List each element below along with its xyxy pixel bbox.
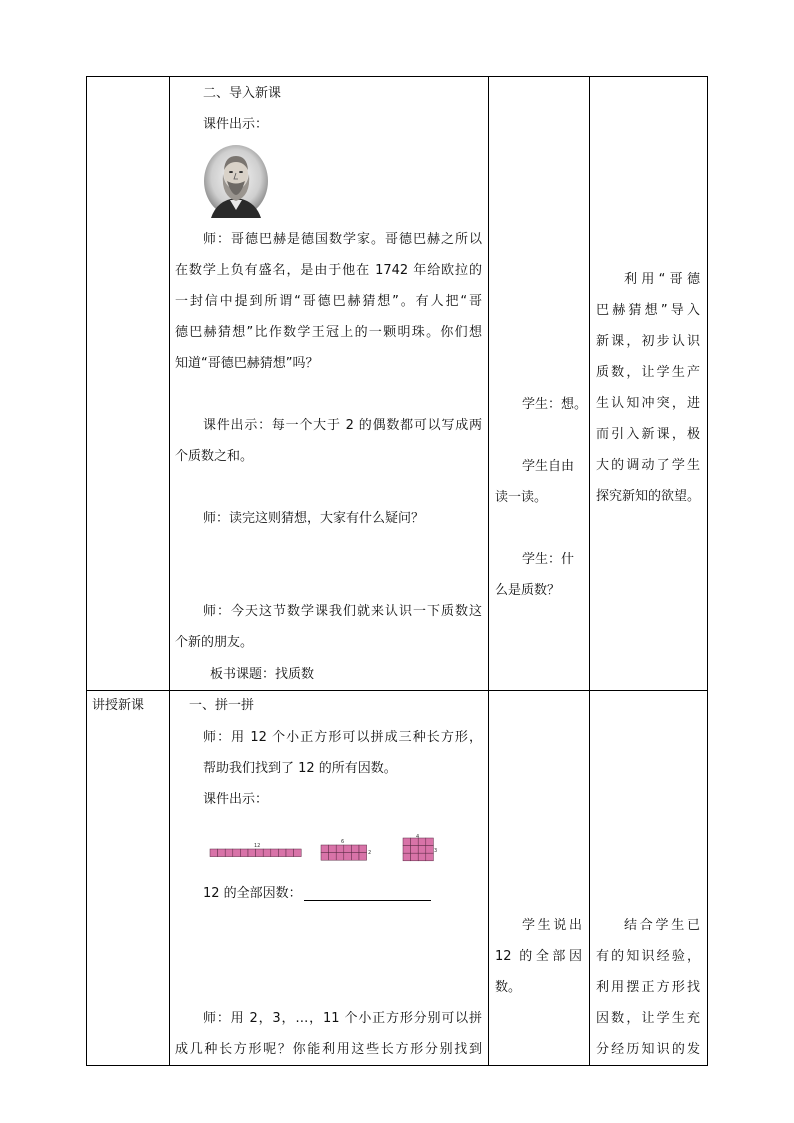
column-divider-3 [589, 76, 590, 1066]
grid-square [321, 853, 329, 861]
grid-square [256, 849, 264, 857]
grid-square [403, 853, 411, 861]
column-divider-1 [169, 76, 170, 1066]
intent-line-2: 因数，让学生充 [596, 1011, 700, 1026]
teacher-para1-line: 知道“哥德巴赫猜想”吗？ [175, 356, 319, 371]
grid-square [321, 845, 329, 853]
student-answer-line: 读一读。 [495, 490, 548, 505]
teacher-line1: 帮助我们找到了 12 的所有因数。 [203, 761, 397, 776]
grid-square [218, 849, 226, 857]
table-right-border [707, 76, 708, 1066]
rectangle-6-by-2 [321, 845, 367, 860]
section-heading-pinpin: 一、拼一拼 [189, 698, 255, 713]
figure-label-6: 6 [341, 839, 345, 845]
teacher-para1-line: 德巴赫猜想”比作数学王冠上的一颗明珠。你们想 [175, 325, 482, 340]
grid-square [225, 849, 233, 857]
rectangles-figure [208, 832, 448, 864]
intent-line: 生认知冲突，进 [596, 396, 700, 411]
grid-square [233, 849, 241, 857]
grid-square [329, 845, 337, 853]
intent-line: 利用“哥德 [624, 272, 700, 287]
grid-square [344, 853, 352, 861]
column-divider-2 [488, 76, 489, 1066]
grid-square [418, 846, 426, 854]
grid-square [351, 853, 359, 861]
teacher-para1-line: 一封信中提到所谓“哥德巴赫猜想”。有人把“哥 [175, 294, 482, 309]
goldbach-portrait [203, 144, 269, 218]
section-heading-intro: 二、导入新课 [203, 86, 282, 101]
grid-square [240, 849, 248, 857]
grid-square [426, 853, 434, 861]
student-answer-line: 么是质数？ [495, 583, 561, 598]
grid-square [359, 853, 367, 861]
grid-square [271, 849, 279, 857]
table-left-border [86, 76, 87, 1066]
grid-square [286, 849, 294, 857]
intent-line-2: 分经历知识的发 [596, 1042, 700, 1057]
intent-line: 探究新知的欲望。 [596, 489, 701, 504]
grid-square [411, 853, 419, 861]
figure-label-3: 3 [434, 848, 438, 854]
grid-square [403, 838, 411, 846]
student-answer: 学生：想。 [522, 397, 588, 412]
intent-line: 而引入新课，极 [596, 427, 700, 442]
grid-square [403, 846, 411, 854]
grid-square [351, 845, 359, 853]
stage-label: 讲授新课 [92, 698, 145, 713]
grid-square [418, 853, 426, 861]
grid-square [329, 853, 337, 861]
conjecture-line: 课件出示：每一个大于 2 的偶数都可以写成两 [203, 418, 482, 433]
teacher-question: 师：读完这则猜想，大家有什么疑问？ [203, 511, 425, 526]
grid-square [359, 845, 367, 853]
teacher-line2: 师：用 2，3，…，11 个小正方形分别可以拼 [203, 1011, 482, 1026]
teacher-para1-line: 在数学上负有盛名，是由于他在 1742 年给欧拉的 [175, 263, 482, 278]
teacher-line1: 师：用 12 个小正方形可以拼成三种长方形， [203, 730, 482, 745]
grid-square [278, 849, 286, 857]
student-line: 12 的全部因 [495, 949, 582, 964]
section-divider [86, 690, 708, 691]
student-answer-line: 学生：什 [522, 552, 575, 567]
figure-label-2: 2 [368, 850, 372, 856]
teacher-para1-line: 师：哥德巴赫是德国数学家。哥德巴赫之所以 [203, 232, 482, 247]
grid-square [210, 849, 218, 857]
grid-square [426, 846, 434, 854]
student-line: 学生说出 [522, 918, 582, 933]
courseware-label: 课件出示： [203, 117, 269, 132]
grid-square [344, 845, 352, 853]
figure-label-4: 4 [416, 834, 420, 840]
figure-label-12: 12 [254, 843, 261, 849]
intent-line-2: 利用摆正方形找 [596, 980, 700, 995]
table-top-border [86, 76, 708, 77]
grid-square [336, 853, 344, 861]
grid-square [294, 849, 302, 857]
teacher-line2: 成几种长方形呢？你能利用这些长方形分别找到 [175, 1042, 482, 1057]
grid-square [336, 845, 344, 853]
intent-line: 质数，让学生产 [596, 365, 700, 380]
rectangle-4-by-3 [403, 838, 433, 861]
intent-line-2: 结合学生已 [624, 918, 700, 933]
intent-line: 新课，初步认识 [596, 334, 700, 349]
all-factors-blank [304, 900, 431, 901]
grid-square [263, 849, 271, 857]
board-title: 板书课题：找质数 [210, 667, 315, 682]
all-factors-label: 12 的全部因数： [203, 886, 302, 901]
grid-square [411, 846, 419, 854]
student-line: 数。 [495, 980, 522, 995]
grid-square [426, 838, 434, 846]
rectangle-12-by-1 [210, 849, 301, 857]
student-answer-line: 学生自由 [522, 459, 575, 474]
courseware-label-2: 课件出示： [203, 792, 269, 807]
grid-square [248, 849, 256, 857]
conjecture-line: 个质数之和。 [175, 449, 254, 464]
grid-square [418, 838, 426, 846]
teacher-today-line: 师：今天这节数学课我们就来认识一下质数这 [203, 604, 482, 619]
table-bottom-border [86, 1065, 708, 1066]
intent-line: 大的调动了学生 [596, 458, 700, 473]
teacher-today-line: 个新的朋友。 [175, 635, 254, 650]
intent-line: 巴赫猜想”导入 [596, 303, 700, 318]
intent-line-2: 有的知识经验， [596, 949, 700, 964]
